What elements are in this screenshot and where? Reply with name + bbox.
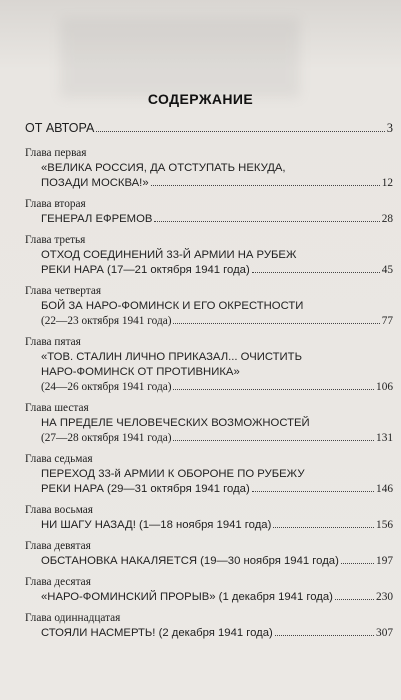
chapter-label: Глава седьмая [25,453,93,465]
leader-dots [173,440,374,441]
toc-title-line [25,314,393,329]
chapter-label: Глава девятая [25,540,91,552]
toc-entry [25,401,393,446]
toc-author-line [25,120,393,136]
toc-title-line [25,467,393,482]
toc-title-line [25,380,393,395]
leader-dots [173,389,374,390]
page-number: 307 [376,627,393,639]
toc-entry [25,575,393,605]
page-number: 146 [376,483,393,495]
toc-entry [25,146,393,191]
chapter-title-text: ОБСТАНОВКА НАКАЛЯЕТСЯ (19—30 ноября 1941 года) [41,555,339,567]
leader-dots [154,221,379,222]
toc-title-line [25,590,393,605]
leader-dots [252,491,374,492]
chapter-title-text: НАРО-ФОМИНСК ОТ ПРОТИВНИКА» [41,366,240,378]
chapter-title-text: ПЕРЕХОД 33-й АРМИИ К ОБОРОНЕ ПО РУБЕЖУ [41,468,305,480]
chapter-title-text: РЕКИ НАРА (17—21 октября 1941 года) [41,264,250,276]
toc-title-line [25,431,393,446]
leader-dots [96,131,384,132]
page-number: 77 [381,315,393,327]
toc-title-line [25,263,393,278]
table-of-contents [25,120,393,647]
chapter-label: Глава пятая [25,336,81,348]
chapter-title-text: (22—23 октября 1941 года) [41,315,172,327]
page-title: СОДЕРЖАНИЕ [147,91,254,107]
leader-dots [341,563,374,564]
toc-title-line [25,350,393,365]
toc-entry [25,611,393,641]
leader-dots [335,599,374,600]
toc-entry [25,452,393,497]
toc-entry [25,539,393,569]
toc-title-line [25,518,393,533]
toc-title-line [25,365,393,380]
chapter-title-text: СТОЯЛИ НАСМЕРТЬ! (2 декабря 1941 года) [41,627,273,639]
page-number: 12 [381,177,393,189]
toc-title-line [25,626,393,641]
toc-entry [25,197,393,227]
chapter-title-text: «ВЕЛИКА РОССИЯ, ДА ОТСТУПАТЬ НЕКУДА, [41,162,286,174]
toc-title-line [25,212,393,227]
page-number: 106 [376,381,393,393]
page-number: 230 [376,591,393,603]
chapter-title-text: ОТХОД СОЕДИНЕНИЙ 33-Й АРМИИ НА РУБЕЖ [41,249,297,261]
leader-dots [151,185,380,186]
toc-title-line [25,248,393,263]
chapter-label: Глава восьмая [25,504,93,516]
chapter-title-text: БОЙ ЗА НАРО-ФОМИНСК И ЕГО ОКРЕСТНОСТИ [41,300,304,312]
chapter-title-text: (24—26 октября 1941 года) [41,381,172,393]
chapter-title-text: РЕКИ НАРА (29—31 октября 1941 года) [41,483,250,495]
chapter-title-text: НА ПРЕДЕЛЕ ЧЕЛОВЕЧЕСКИХ ВОЗМОЖНОСТЕЙ [41,417,310,429]
toc-title-line [25,161,393,176]
chapter-title-text: «НАРО-ФОМИНСКИЙ ПРОРЫВ» (1 декабря 1941 года) [41,591,333,603]
chapter-label: Глава четвертая [25,285,102,297]
leader-dots [252,272,380,273]
toc-entry [25,284,393,329]
toc-title-line [25,176,393,191]
leader-dots [275,635,374,636]
toc-title-line [25,299,393,314]
page-number: 197 [376,555,393,567]
leader-dots [173,323,379,324]
chapter-label: Глава вторая [25,198,86,210]
page-number: 156 [376,519,393,531]
toc-entry [25,335,393,395]
leader-dots [273,527,374,528]
toc-entries [25,146,393,641]
chapter-title-text: ГЕНЕРАЛ ЕФРЕМОВ [41,213,153,225]
chapter-label: Глава десятая [25,576,91,588]
page-number: 28 [381,213,393,225]
page-number: 3 [386,121,393,135]
page-number: 45 [381,264,393,276]
chapter-title-text: «ТОВ. СТАЛИН ЛИЧНО ПРИКАЗАЛ... ОЧИСТИТЬ [41,351,302,363]
author-label: ОТ АВТОРА [25,121,95,135]
page-number: 131 [376,432,393,444]
toc-title-line [25,416,393,431]
toc-title-line [25,554,393,569]
chapter-title-text: ПОЗАДИ МОСКВА!» [41,177,149,189]
chapter-title-text: НИ ШАГУ НАЗАД! (1—18 ноября 1941 года) [41,519,272,531]
toc-title-line [25,482,393,497]
bleed-through-shadow [60,18,300,98]
toc-entry [25,503,393,533]
chapter-label: Глава третья [25,234,86,246]
chapter-label: Глава первая [25,147,87,159]
toc-entry [25,233,393,278]
chapter-title-text: (27—28 октября 1941 года) [41,432,172,444]
chapter-label: Глава одиннадцатая [25,612,121,624]
chapter-label: Глава шестая [25,402,89,414]
